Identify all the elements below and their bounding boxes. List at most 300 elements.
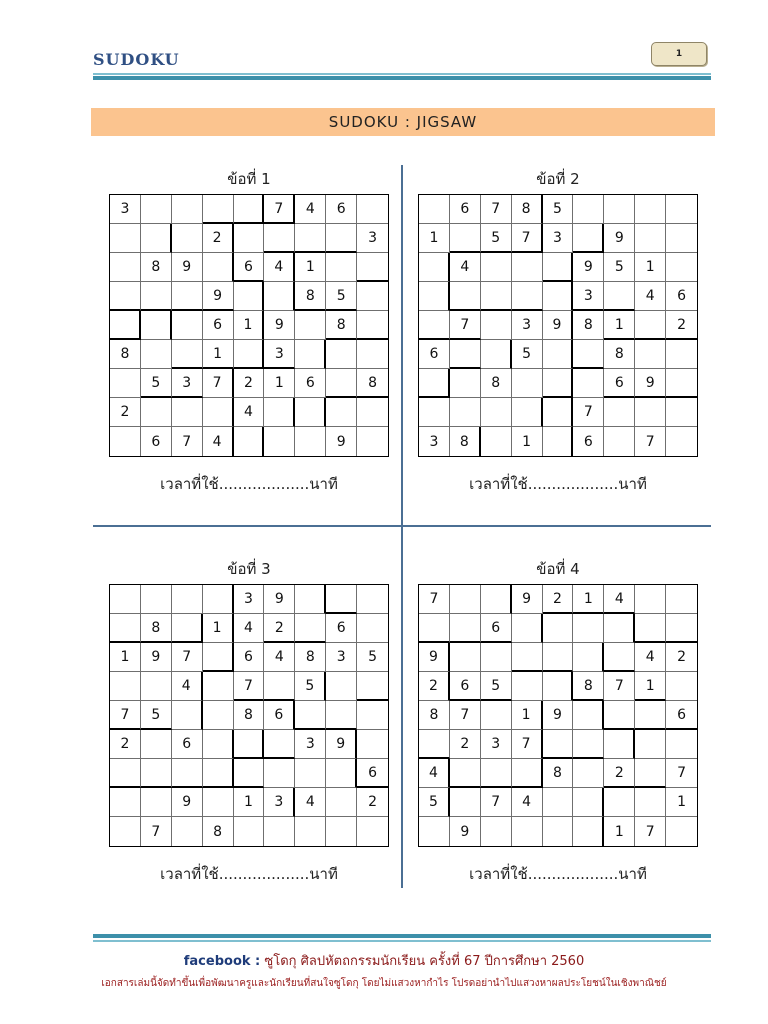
grid-cell — [326, 585, 357, 614]
grid-cell — [295, 340, 326, 369]
grid-cell — [604, 788, 635, 817]
grid-cell: 4 — [295, 788, 326, 817]
footer-line-1 — [0, 950, 768, 971]
horizontal-divider — [93, 525, 711, 527]
grid-cell: 8 — [141, 614, 172, 643]
grid-cell: 3 — [573, 282, 604, 311]
grid-cell: 8 — [481, 369, 512, 398]
grid-cell: 7 — [481, 788, 512, 817]
grid-cell: 9 — [450, 817, 481, 846]
grid-cell — [326, 340, 357, 369]
grid-cell — [512, 282, 543, 311]
grid-cell — [110, 759, 141, 788]
grid-cell: 1 — [512, 701, 543, 730]
grid-cell: 4 — [419, 759, 450, 788]
grid-cell: 9 — [203, 282, 234, 311]
grid-cell: 1 — [295, 253, 326, 282]
grid-cell — [543, 614, 574, 643]
grid-cell — [481, 427, 512, 456]
grid-cell: 7 — [110, 701, 141, 730]
grid-cell — [666, 253, 697, 282]
grid-cell — [141, 788, 172, 817]
grid-cell — [481, 701, 512, 730]
grid-cell: 1 — [635, 672, 666, 701]
grid-cell — [357, 701, 388, 730]
grid-cell: 3 — [264, 788, 295, 817]
grid-cell: 9 — [264, 585, 295, 614]
grid-cell — [357, 311, 388, 340]
grid-cell: 8 — [295, 282, 326, 311]
grid-cell — [326, 701, 357, 730]
grid-cell — [203, 643, 234, 672]
grid-cell: 3 — [295, 730, 326, 759]
grid-cell — [573, 701, 604, 730]
grid-cell — [573, 340, 604, 369]
grid-cell: 1 — [604, 311, 635, 340]
grid-cell — [419, 817, 450, 846]
grid-cell — [234, 195, 265, 224]
grid-cell — [512, 614, 543, 643]
grid-cell — [172, 585, 203, 614]
grid-cell — [141, 759, 172, 788]
grid-cell: 2 — [604, 759, 635, 788]
section-banner: SUDOKU : JIGSAW — [91, 108, 715, 136]
grid-cell — [203, 730, 234, 759]
grid-cell: 4 — [172, 672, 203, 701]
grid-cell: 8 — [357, 369, 388, 398]
grid-cell — [573, 788, 604, 817]
grid-cell — [666, 340, 697, 369]
grid-cell: 4 — [635, 282, 666, 311]
grid-cell — [512, 759, 543, 788]
grid-cell: 9 — [512, 585, 543, 614]
grid-cell — [573, 643, 604, 672]
grid-cell — [203, 585, 234, 614]
grid-cell: 6 — [666, 701, 697, 730]
grid-cell — [573, 759, 604, 788]
grid-cell — [234, 224, 265, 253]
grid-cell — [357, 614, 388, 643]
grid-cell — [635, 398, 666, 427]
page-number-badge: 1 — [651, 42, 707, 66]
grid-cell: 7 — [666, 759, 697, 788]
footer-credit-text: ซูโดกุ ศิลปหัตถกรรมนักเรียน ครั้งที่ 67 ปีการศึกษา 2560 — [260, 954, 585, 969]
grid-cell: 5 — [357, 643, 388, 672]
grid-cell — [295, 759, 326, 788]
grid-cell — [635, 701, 666, 730]
grid-cell: 1 — [234, 311, 265, 340]
grid-cell — [604, 398, 635, 427]
grid-cell — [543, 253, 574, 282]
grid-cell: 5 — [481, 672, 512, 701]
header-rule-thick — [93, 76, 711, 80]
grid-cell — [203, 195, 234, 224]
grid-cell — [357, 817, 388, 846]
grid-cell — [295, 224, 326, 253]
grid-cell — [481, 759, 512, 788]
grid-cell — [543, 730, 574, 759]
grid-cell — [604, 195, 635, 224]
grid-cell — [419, 730, 450, 759]
grid-cell: 4 — [295, 195, 326, 224]
grid-cell: 7 — [264, 195, 295, 224]
puzzle-label: ข้อที่ 4 — [536, 560, 580, 578]
grid-cell: 2 — [666, 643, 697, 672]
grid-cell: 1 — [573, 585, 604, 614]
grid-cell — [203, 398, 234, 427]
grid-cell — [481, 340, 512, 369]
grid-cell — [264, 224, 295, 253]
grid-cell — [573, 614, 604, 643]
grid-cell — [481, 585, 512, 614]
grid-cell: 6 — [326, 195, 357, 224]
grid-cell — [110, 282, 141, 311]
grid-cell: 7 — [450, 701, 481, 730]
grid-cell: 2 — [110, 398, 141, 427]
grid-cell — [203, 759, 234, 788]
grid-cell — [141, 730, 172, 759]
grid-cell — [512, 369, 543, 398]
grid-cell — [264, 427, 295, 456]
grid-cell: 6 — [419, 340, 450, 369]
grid-cell: 7 — [512, 730, 543, 759]
grid-cell — [666, 195, 697, 224]
grid-cell — [512, 672, 543, 701]
grid-cell: 9 — [172, 788, 203, 817]
grid-cell: 3 — [326, 643, 357, 672]
grid-cell — [357, 340, 388, 369]
grid-cell — [264, 730, 295, 759]
grid-cell: 5 — [543, 195, 574, 224]
grid-cell — [110, 585, 141, 614]
grid-cell — [604, 730, 635, 759]
grid-cell: 5 — [141, 701, 172, 730]
grid-cell: 5 — [141, 369, 172, 398]
grid-cell: 3 — [512, 311, 543, 340]
grid-cell — [604, 427, 635, 456]
grid-cell: 2 — [450, 730, 481, 759]
grid-cell: 1 — [604, 817, 635, 846]
grid-cell: 4 — [450, 253, 481, 282]
grid-cell: 4 — [203, 427, 234, 456]
grid-cell — [543, 817, 574, 846]
grid-cell — [234, 282, 265, 311]
grid-cell — [666, 427, 697, 456]
grid-cell: 6 — [326, 614, 357, 643]
grid-cell — [234, 759, 265, 788]
grid-cell: 6 — [234, 253, 265, 282]
grid-cell — [110, 817, 141, 846]
grid-cell — [326, 817, 357, 846]
grid-cell: 4 — [264, 643, 295, 672]
grid-cell: 7 — [234, 672, 265, 701]
footer-rule-thin — [93, 940, 711, 942]
grid-cell — [326, 672, 357, 701]
grid-cell: 9 — [543, 311, 574, 340]
grid-cell — [110, 614, 141, 643]
grid-cell: 3 — [110, 195, 141, 224]
grid-cell — [264, 759, 295, 788]
grid-cell — [141, 195, 172, 224]
puzzle-label: ข้อที่ 1 — [227, 170, 271, 188]
grid-cell: 8 — [604, 340, 635, 369]
grid-cell: 8 — [326, 311, 357, 340]
grid-cell — [110, 788, 141, 817]
grid-cell: 6 — [450, 195, 481, 224]
grid-cell — [326, 398, 357, 427]
grid-cell: 1 — [203, 340, 234, 369]
grid-cell — [512, 817, 543, 846]
grid-cell — [481, 253, 512, 282]
grid-cell — [110, 672, 141, 701]
grid-cell: 6 — [604, 369, 635, 398]
grid-cell: 8 — [110, 340, 141, 369]
grid-cell — [635, 311, 666, 340]
grid-cell — [295, 427, 326, 456]
grid-cell: 9 — [172, 253, 203, 282]
puzzle-label: ข้อที่ 2 — [536, 170, 580, 188]
grid-cell — [450, 585, 481, 614]
grid-cell: 8 — [512, 195, 543, 224]
grid-cell: 1 — [234, 788, 265, 817]
grid-cell — [666, 730, 697, 759]
grid-cell: 8 — [141, 253, 172, 282]
header-rule-thin — [93, 73, 711, 75]
grid-cell — [635, 759, 666, 788]
grid-cell: 9 — [419, 643, 450, 672]
time-used-label: เวลาที่ใช้...................นาที — [160, 865, 338, 883]
grid-cell — [141, 340, 172, 369]
grid-cell — [357, 195, 388, 224]
grid-cell — [264, 282, 295, 311]
grid-cell — [357, 427, 388, 456]
grid-cell: 3 — [543, 224, 574, 253]
grid-cell — [512, 398, 543, 427]
grid-cell: 4 — [234, 398, 265, 427]
grid-cell: 7 — [635, 427, 666, 456]
grid-cell — [141, 398, 172, 427]
grid-cell: 2 — [264, 614, 295, 643]
grid-cell: 6 — [295, 369, 326, 398]
grid-cell: 8 — [573, 672, 604, 701]
grid-cell: 3 — [357, 224, 388, 253]
grid-cell: 6 — [203, 311, 234, 340]
grid-cell — [172, 614, 203, 643]
grid-cell — [295, 701, 326, 730]
grid-cell — [172, 701, 203, 730]
grid-cell: 7 — [172, 427, 203, 456]
grid-cell: 8 — [573, 311, 604, 340]
sudoku-grid — [418, 584, 698, 847]
grid-cell: 3 — [172, 369, 203, 398]
grid-cell — [666, 585, 697, 614]
grid-cell: 2 — [234, 369, 265, 398]
grid-cell: 3 — [234, 585, 265, 614]
grid-cell: 5 — [295, 672, 326, 701]
sudoku-grid — [109, 584, 389, 847]
grid-cell — [141, 311, 172, 340]
sudoku-grid — [109, 194, 389, 457]
grid-cell: 7 — [635, 817, 666, 846]
footer-line-2: เอกสารเล่มนี้จัดทำขึ้นเพื่อพัฒนาครูและนักเรียนที่สนใจซูโดกุ โดยไม่แสวงหากำไร โปรดอย่านำไปแสวงหาผลประโยชน์ในเชิงพาณิชย์ — [101, 978, 667, 989]
grid-cell — [326, 788, 357, 817]
facebook-label: facebook : — [183, 954, 261, 969]
grid-cell: 6 — [666, 282, 697, 311]
grid-cell: 4 — [512, 788, 543, 817]
grid-cell: 7 — [203, 369, 234, 398]
grid-cell: 7 — [512, 224, 543, 253]
grid-cell — [635, 730, 666, 759]
grid-cell — [295, 614, 326, 643]
grid-cell: 6 — [264, 701, 295, 730]
grid-cell — [604, 643, 635, 672]
time-used-label: เวลาที่ใช้...................นาที — [469, 475, 647, 493]
grid-cell: 6 — [357, 759, 388, 788]
grid-cell — [573, 369, 604, 398]
grid-cell — [264, 672, 295, 701]
grid-cell — [172, 817, 203, 846]
grid-cell — [450, 614, 481, 643]
grid-cell — [635, 340, 666, 369]
grid-cell — [234, 730, 265, 759]
grid-cell: 1 — [635, 253, 666, 282]
grid-cell — [543, 672, 574, 701]
header-title: SUDOKU — [93, 50, 180, 69]
grid-cell — [326, 253, 357, 282]
grid-cell — [172, 311, 203, 340]
grid-cell — [543, 282, 574, 311]
grid-cell — [419, 282, 450, 311]
grid-cell — [450, 340, 481, 369]
grid-cell — [419, 369, 450, 398]
grid-cell: 7 — [481, 195, 512, 224]
grid-cell — [604, 701, 635, 730]
grid-cell — [357, 730, 388, 759]
grid-cell — [141, 282, 172, 311]
grid-cell — [635, 788, 666, 817]
grid-cell — [512, 643, 543, 672]
grid-cell — [326, 369, 357, 398]
grid-cell — [110, 369, 141, 398]
grid-cell: 1 — [419, 224, 450, 253]
grid-cell: 6 — [450, 672, 481, 701]
grid-cell — [543, 643, 574, 672]
grid-cell — [357, 398, 388, 427]
grid-cell — [666, 672, 697, 701]
grid-cell — [357, 672, 388, 701]
grid-cell: 6 — [481, 614, 512, 643]
grid-cell — [543, 369, 574, 398]
grid-cell — [481, 282, 512, 311]
grid-cell: 9 — [543, 701, 574, 730]
grid-cell: 8 — [203, 817, 234, 846]
grid-cell: 5 — [481, 224, 512, 253]
grid-cell — [635, 195, 666, 224]
grid-cell — [357, 282, 388, 311]
grid-cell — [172, 282, 203, 311]
grid-cell: 6 — [141, 427, 172, 456]
grid-cell — [543, 788, 574, 817]
grid-cell — [141, 672, 172, 701]
grid-cell — [450, 643, 481, 672]
grid-cell — [604, 614, 635, 643]
grid-cell — [419, 195, 450, 224]
grid-cell — [635, 585, 666, 614]
grid-cell: 2 — [543, 585, 574, 614]
grid-cell — [203, 672, 234, 701]
grid-cell — [666, 614, 697, 643]
grid-cell — [326, 224, 357, 253]
grid-cell: 8 — [419, 701, 450, 730]
grid-cell — [295, 398, 326, 427]
grid-cell — [326, 759, 357, 788]
grid-cell: 3 — [264, 340, 295, 369]
grid-cell: 8 — [543, 759, 574, 788]
grid-cell: 1 — [203, 614, 234, 643]
grid-cell — [450, 224, 481, 253]
grid-cell — [110, 427, 141, 456]
grid-cell — [666, 224, 697, 253]
grid-cell — [512, 253, 543, 282]
grid-cell — [141, 585, 172, 614]
grid-cell: 1 — [666, 788, 697, 817]
grid-cell — [450, 788, 481, 817]
grid-cell — [172, 340, 203, 369]
grid-cell — [543, 398, 574, 427]
grid-cell — [234, 427, 265, 456]
grid-cell — [295, 311, 326, 340]
grid-cell — [450, 282, 481, 311]
grid-cell — [666, 369, 697, 398]
footer-rule-thick — [93, 934, 711, 938]
grid-cell — [573, 224, 604, 253]
grid-cell — [172, 398, 203, 427]
grid-cell: 9 — [573, 253, 604, 282]
grid-cell — [141, 224, 172, 253]
grid-cell: 9 — [635, 369, 666, 398]
grid-cell: 7 — [573, 398, 604, 427]
grid-cell: 6 — [234, 643, 265, 672]
grid-cell — [295, 817, 326, 846]
sudoku-grid — [418, 194, 698, 457]
grid-cell — [110, 311, 141, 340]
grid-cell — [635, 614, 666, 643]
grid-cell — [481, 311, 512, 340]
grid-cell: 6 — [172, 730, 203, 759]
grid-cell — [635, 224, 666, 253]
grid-cell: 1 — [264, 369, 295, 398]
grid-cell: 8 — [234, 701, 265, 730]
grid-cell — [295, 585, 326, 614]
grid-cell: 9 — [326, 730, 357, 759]
grid-cell — [450, 369, 481, 398]
grid-cell — [481, 643, 512, 672]
grid-cell: 1 — [110, 643, 141, 672]
grid-cell — [666, 817, 697, 846]
grid-cell — [203, 788, 234, 817]
grid-cell — [172, 759, 203, 788]
grid-cell: 5 — [512, 340, 543, 369]
grid-cell — [203, 253, 234, 282]
grid-cell — [357, 253, 388, 282]
grid-cell: 2 — [419, 672, 450, 701]
grid-cell — [234, 340, 265, 369]
grid-cell: 4 — [234, 614, 265, 643]
grid-cell: 8 — [295, 643, 326, 672]
grid-cell — [419, 311, 450, 340]
grid-cell — [264, 398, 295, 427]
grid-cell: 7 — [450, 311, 481, 340]
